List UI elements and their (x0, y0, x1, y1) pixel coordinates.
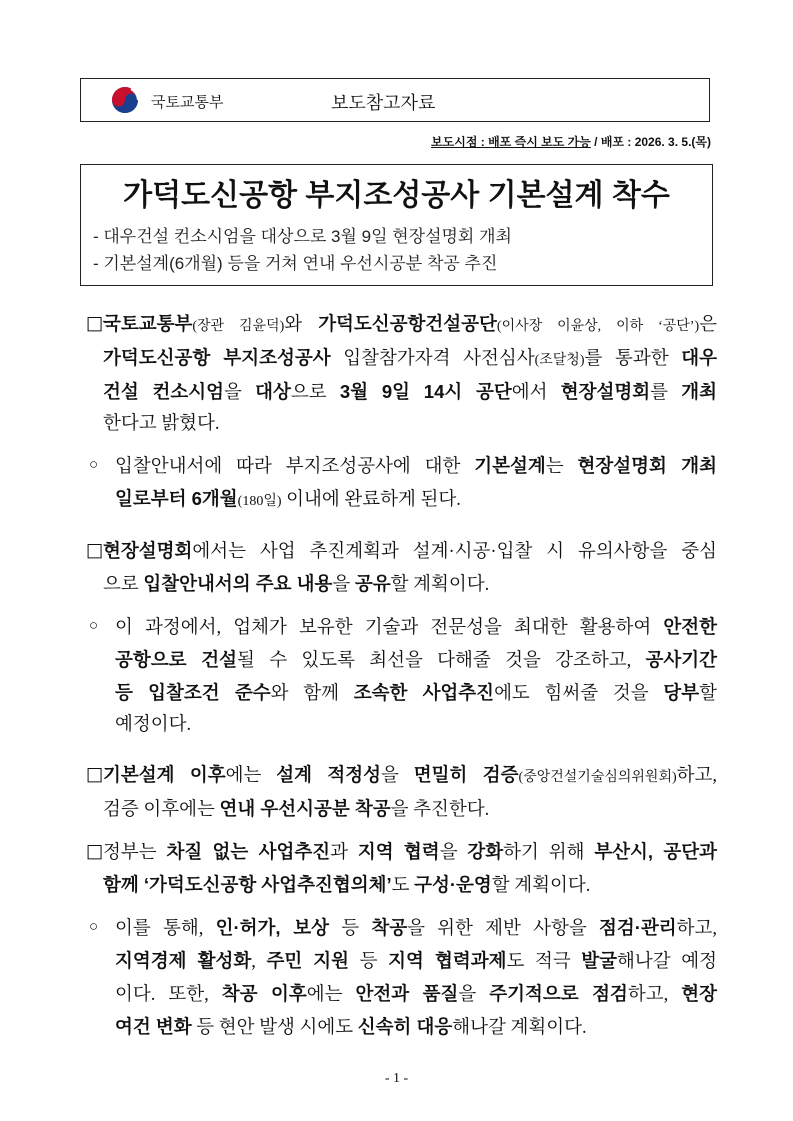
emphasis-text: 기본설계 이후 (103, 764, 226, 785)
release-separator: / (590, 135, 601, 149)
body-text: 을 (224, 383, 256, 403)
emphasis-text: 일로부터 6개월 (115, 488, 238, 509)
body-text: 은 (699, 315, 717, 335)
body-text: 등 (328, 919, 372, 939)
body-text: 을 추진한다. (390, 800, 490, 820)
square-bullet-icon: □ (86, 764, 104, 785)
document-body (0, 308, 793, 1044)
emphasis-text: 지역 협력 (357, 841, 440, 862)
emphasis-text: 등 입찰조건 준수 (115, 682, 271, 703)
emphasis-text: 건설 컨소시엄 (103, 381, 225, 402)
body-text: , (251, 952, 267, 972)
body-text: 이 과정에서, 업체가 보유한 기술과 전문성을 최대한 활용하여 (115, 618, 664, 638)
text-line (103, 568, 717, 601)
body-text: 과 (330, 843, 358, 863)
body-text: 등 (349, 952, 389, 972)
emphasis-text: 연내 우선시공분 착공 (219, 798, 391, 819)
release-timing: 보도시점 : 배포 즉시 보도 가능 (431, 135, 591, 149)
body-text: 한다고 밝혔다. (103, 414, 220, 434)
square-bullet-icon: □ (86, 841, 104, 862)
body-text: 해나갈 예정 (617, 952, 718, 972)
body-text: 하고, (676, 919, 718, 939)
square-bullet-icon: □ (86, 313, 104, 334)
note-text: (중앙건설기술심의위원회) (518, 770, 677, 785)
body-text: 으로 (290, 383, 340, 403)
text-line (103, 836, 717, 869)
emphasis-text: 점검·관리 (598, 917, 677, 938)
body-text: 예정이다. (115, 715, 192, 735)
square-bullet-icon: □ (86, 540, 104, 561)
body-text: 에도 힘써줄 것을 (494, 684, 664, 704)
body-text: 으로 (103, 575, 144, 595)
document-type: 보도참고자료 (331, 93, 436, 113)
emphasis-text: 공유 (354, 573, 391, 594)
body-text: 와 함께 (270, 684, 354, 704)
text-line (115, 912, 717, 945)
text-line (103, 793, 717, 826)
emphasis-text: 입찰안내서의 주요 내용 (143, 573, 333, 594)
text-line (115, 1011, 717, 1044)
main-paragraph (86, 535, 717, 601)
emphasis-text: 대상 (255, 381, 291, 402)
emphasis-text: 구성·운영 (414, 874, 492, 895)
main-paragraph (86, 308, 718, 440)
emphasis-text: 현장설명회 개최 (577, 455, 717, 476)
body-text: 이를 통해, (115, 919, 216, 939)
note-text: (180일) (237, 494, 282, 509)
emphasis-text: 주기적으로 점검 (489, 983, 628, 1004)
emphasis-text: 지역경제 활성화 (115, 950, 252, 971)
ministry-name: 국토교통부 (151, 94, 224, 111)
emphasis-text: 현장 (681, 983, 718, 1004)
body-text: 을 (439, 843, 468, 863)
text-line (115, 978, 717, 1011)
page-number: - 1 - (384, 1071, 409, 1086)
body-text: 에서 (511, 383, 561, 403)
sub-paragraph (89, 450, 717, 517)
body-text: 도 적극 (506, 952, 582, 972)
body-text: 을 (381, 766, 414, 786)
main-paragraph (86, 836, 718, 902)
body-text: 에서는 사업 추진계획과 설계·시공·입찰 시 유의사항을 중심 (192, 542, 717, 562)
emphasis-text: 신속히 대응 (357, 1016, 453, 1037)
emphasis-text: 부산시, 공단과 (594, 841, 718, 862)
text-line (103, 759, 717, 793)
text-line (115, 450, 717, 483)
emphasis-text: 조속한 사업추진 (353, 682, 495, 703)
emphasis-text: 현장설명회 (560, 381, 651, 402)
text-line (103, 869, 717, 902)
emphasis-text: 착공 이후 (221, 983, 307, 1004)
body-text: 이내에 완료하게 된다. (281, 490, 461, 510)
text-line (103, 342, 717, 376)
emphasis-text: 강화 (467, 841, 504, 862)
body-text: 를 통과한 (584, 349, 682, 369)
emphasis-text: 안전한 (663, 616, 717, 637)
emphasis-text: 안전과 품질 (355, 983, 459, 1004)
text-line (115, 644, 717, 677)
page-title: 가덕도신공항 부지조성공사 기본설계 착수 (123, 179, 670, 212)
body-text: 할 계획이다. (491, 876, 591, 896)
release-info (0, 134, 711, 150)
text-line (115, 945, 717, 978)
body-text: 하고, (627, 985, 682, 1005)
emphasis-text: 설계 적정성 (276, 764, 382, 785)
body-text: 등 현안 발생 시에도 (191, 1018, 358, 1038)
body-text: 는 (545, 457, 578, 477)
text-line (103, 409, 717, 440)
sub-paragraph (89, 611, 718, 741)
main-paragraph (86, 759, 718, 826)
emphasis-text: 당부 (663, 682, 700, 703)
text-line (103, 376, 717, 409)
emphasis-text: 기본설계 (474, 455, 546, 476)
text-line (115, 483, 717, 517)
body-text: 에는 (306, 985, 356, 1005)
government-emblem-icon (111, 86, 139, 114)
body-text: 할 (699, 684, 717, 704)
note-text: (이사장 이윤상, 이하 ‘공단’) (496, 319, 700, 334)
body-text: 을 (332, 575, 355, 595)
text-line (115, 677, 717, 710)
body-text: 를 (650, 383, 682, 403)
body-text: 입찰참가자격 사전심사 (330, 349, 535, 369)
emphasis-text: 여건 변화 (115, 1016, 192, 1037)
release-date: 배포 : 2026. 3. 5.(목) (600, 135, 711, 149)
body-text: 에는 (225, 766, 277, 786)
body-text: 하기 위해 (503, 843, 595, 863)
page-content (0, 78, 793, 1054)
subtitle: - 대우건설 컨소시엄을 대상으로 3월 9일 현장설명회 개최 (93, 227, 512, 246)
body-text: 와 (284, 315, 319, 335)
body-text: 도 (391, 876, 415, 896)
circle-bullet-icon: ○ (89, 618, 99, 634)
body-text: 을 위한 제반 사항을 (407, 919, 599, 939)
emphasis-text: 가덕도신공항건설공단 (318, 313, 497, 334)
note-text: (조달청) (534, 353, 585, 368)
emphasis-text: 가덕도신공항 부지조성공사 (103, 347, 331, 368)
emphasis-text: 개최 (681, 381, 718, 402)
text-line (115, 611, 717, 644)
emphasis-text: 공사기간 (645, 649, 718, 670)
title-box (80, 164, 713, 286)
text-line (115, 710, 717, 741)
body-text: 을 (458, 985, 490, 1005)
emphasis-text: 3월 9일 14시 공단 (339, 381, 512, 402)
note-text: (장관 김윤덕) (192, 319, 285, 334)
emphasis-text: 지역 협력과제 (388, 950, 507, 971)
emphasis-text: 현장설명회 (103, 540, 193, 561)
circle-bullet-icon: ○ (89, 457, 99, 473)
emphasis-text: 인·허가, 보상 (215, 917, 329, 938)
circle-bullet-icon: ○ (89, 919, 99, 935)
body-text: 정부는 (103, 843, 167, 863)
body-text: 할 계획이다. (390, 575, 490, 595)
sub-paragraph (89, 912, 718, 1044)
emphasis-text: 함께 ‘가덕도신공항 사업추진협의체’ (103, 874, 392, 895)
emphasis-text: 국토교통부 (103, 313, 193, 334)
text-line (103, 308, 717, 342)
text-line (103, 535, 717, 568)
emphasis-text: 면밀히 검증 (413, 764, 519, 785)
emphasis-text: 발굴 (581, 950, 618, 971)
emphasis-text: 차질 없는 사업추진 (166, 841, 331, 862)
body-text: 해나갈 계획이다. (452, 1018, 587, 1038)
body-text: 입찰안내서에 따라 부지조성공사에 대한 (115, 457, 475, 477)
emphasis-text: 착공 (371, 917, 408, 938)
document-header (80, 78, 710, 122)
body-text: 될 수 있도록 최선을 다해줄 것을 강조하고, (237, 651, 646, 671)
emphasis-text: 공항으로 건설 (115, 649, 238, 670)
body-text: 이다. 또한, (115, 985, 222, 1005)
emphasis-text: 주민 지원 (266, 950, 350, 971)
emphasis-text: 대우 (681, 347, 718, 368)
body-text: 검증 이후에는 (103, 800, 220, 820)
subtitle: - 기본설계(6개월) 등을 거쳐 연내 우선시공분 착공 추진 (93, 254, 498, 273)
body-text: 하고, (676, 766, 718, 786)
